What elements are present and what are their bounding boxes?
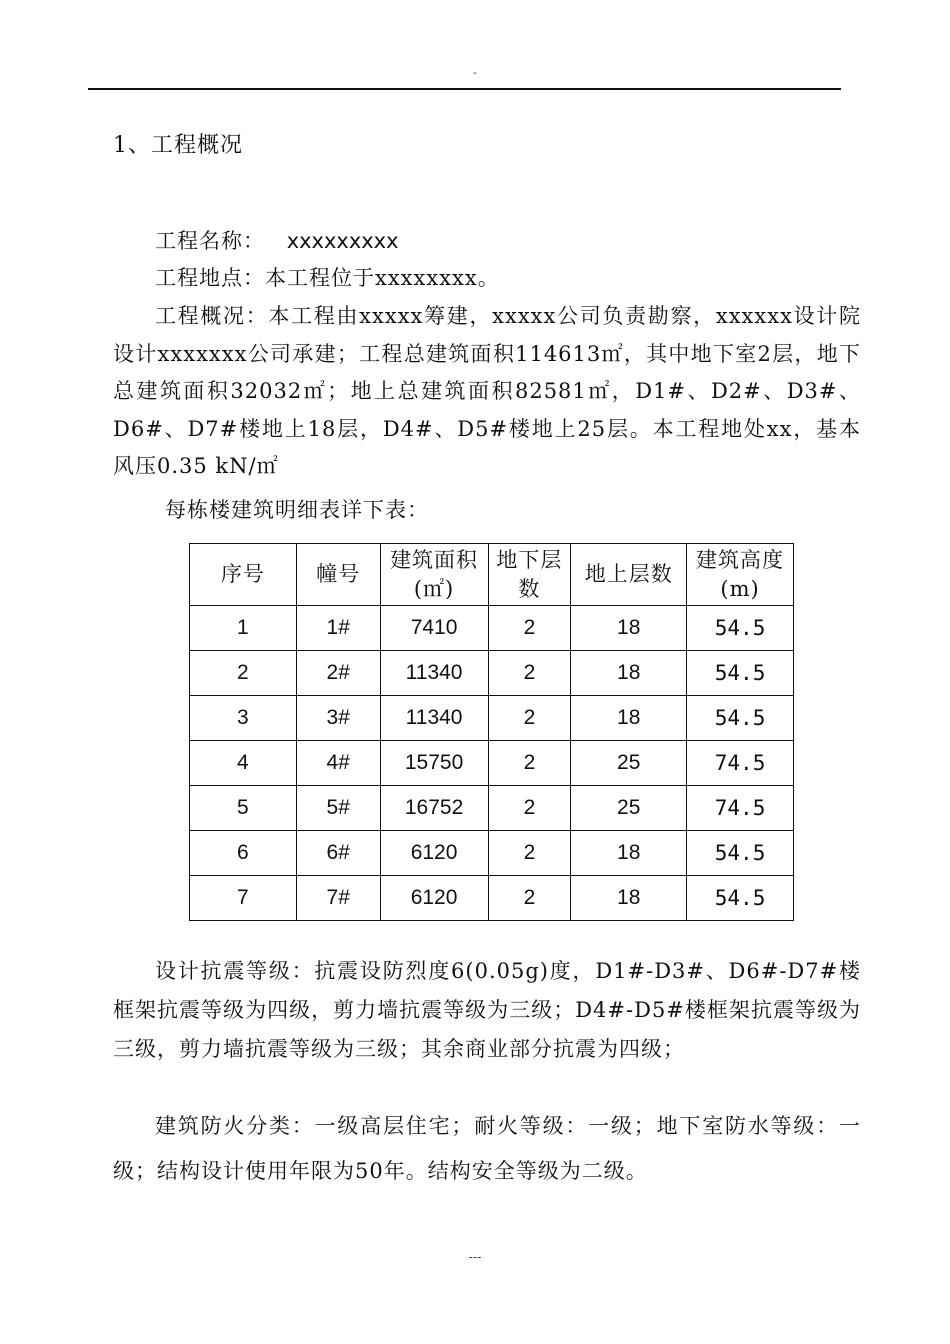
table-cell: 4# <box>296 741 380 786</box>
table-cell: 11340 <box>380 651 488 696</box>
table-cell: 3# <box>296 696 380 741</box>
project-name-line <box>113 223 861 261</box>
table-cell: 2# <box>296 651 380 696</box>
table-cell: 2 <box>488 876 571 921</box>
table-cell: 5 <box>190 786 297 831</box>
seismic-paragraph: 设计抗震等级：抗震设防烈度6(0.05g)度，D1#-D3#、D6#-D7#楼框架抗震等级为四级，剪力墙抗震等级为三级；D4#-D5#楼框架抗震等级为三级，剪力墙抗震等级为三级；其余商业部分抗震为四级； <box>113 959 861 1061</box>
table-cell: 74.5 <box>687 786 794 831</box>
table-cell: 25 <box>571 741 687 786</box>
table-cell: 6120 <box>380 876 488 921</box>
table-cell: 54.5 <box>687 651 794 696</box>
project-location-line: 工程地点：本工程位于xxxxxxxx。 <box>155 266 500 290</box>
building-details-table <box>189 543 794 921</box>
table-cell: 6 <box>190 831 297 876</box>
table-header-cell: 幢号 <box>296 544 380 606</box>
table-cell: 4 <box>190 741 297 786</box>
table-header-cell: 建筑面积(㎡) <box>380 544 488 606</box>
table-cell: 6# <box>296 831 380 876</box>
table-cell: 18 <box>571 696 687 741</box>
table-cell: 15750 <box>380 741 488 786</box>
table-cell: 7# <box>296 876 380 921</box>
project-name-value: xxxxxxxxx <box>286 229 399 253</box>
table-cell: 7 <box>190 876 297 921</box>
table-caption: 每栋楼建筑明细表详下表： <box>165 498 429 522</box>
table-header-row <box>190 544 794 606</box>
table-cell: 18 <box>571 651 687 696</box>
table-row <box>190 741 794 786</box>
table-cell: 2 <box>488 831 571 876</box>
table-row <box>190 651 794 696</box>
table-row <box>190 786 794 831</box>
table-cell: 2 <box>190 651 297 696</box>
table-header-cell: 建筑高度(m) <box>687 544 794 606</box>
header-mark: - <box>473 66 477 79</box>
table-cell: 18 <box>571 606 687 651</box>
table-cell: 3 <box>190 696 297 741</box>
table-cell: 74.5 <box>687 741 794 786</box>
table-cell: 54.5 <box>687 606 794 651</box>
table-cell: 2 <box>488 786 571 831</box>
header-rule <box>88 88 841 90</box>
table-cell: 1# <box>296 606 380 651</box>
section-title: 1、工程概况 <box>113 133 243 158</box>
fire-paragraph: 建筑防火分类：一级高层住宅；耐火等级：一级；地下室防水等级：一级；结构设计使用年限为50年。结构安全等级为二级。 <box>113 1114 861 1183</box>
table-cell: 54.5 <box>687 876 794 921</box>
table-cell: 2 <box>488 741 571 786</box>
table-row <box>190 696 794 741</box>
project-overview-paragraph: 工程概况：本工程由xxxxx筹建，xxxxx公司负责勘察，xxxxxx设计院设计xxxxxxx公司承建；工程总建筑面积114613㎡，其中地下室2层，地下总建筑面积32032㎡；地上总建筑面积82581㎡，D1#、D2#、D3#、D6#、D7#楼地上18层，D4#、D5#楼地上25层。本工程地处xx，基本风压0.35 kN/㎡ <box>113 304 861 478</box>
table-cell: 1 <box>190 606 297 651</box>
table-cell: 54.5 <box>687 696 794 741</box>
table-cell: 18 <box>571 831 687 876</box>
footer-mark: --- <box>468 1250 482 1264</box>
table-cell: 5# <box>296 786 380 831</box>
table-cell: 11340 <box>380 696 488 741</box>
table-header-cell: 序号 <box>190 544 297 606</box>
table-row <box>190 831 794 876</box>
table-cell: 18 <box>571 876 687 921</box>
table-cell: 25 <box>571 786 687 831</box>
table-header-cell: 地下层数 <box>488 544 571 606</box>
table-cell: 6120 <box>380 831 488 876</box>
table-row <box>190 876 794 921</box>
table-cell: 2 <box>488 651 571 696</box>
table-row <box>190 606 794 651</box>
table-header-cell: 地上层数 <box>571 544 687 606</box>
table-cell: 16752 <box>380 786 488 831</box>
project-name-label: 工程名称： <box>155 229 265 253</box>
table-cell: 54.5 <box>687 831 794 876</box>
table-cell: 2 <box>488 696 571 741</box>
table-cell: 2 <box>488 606 571 651</box>
table-cell: 7410 <box>380 606 488 651</box>
